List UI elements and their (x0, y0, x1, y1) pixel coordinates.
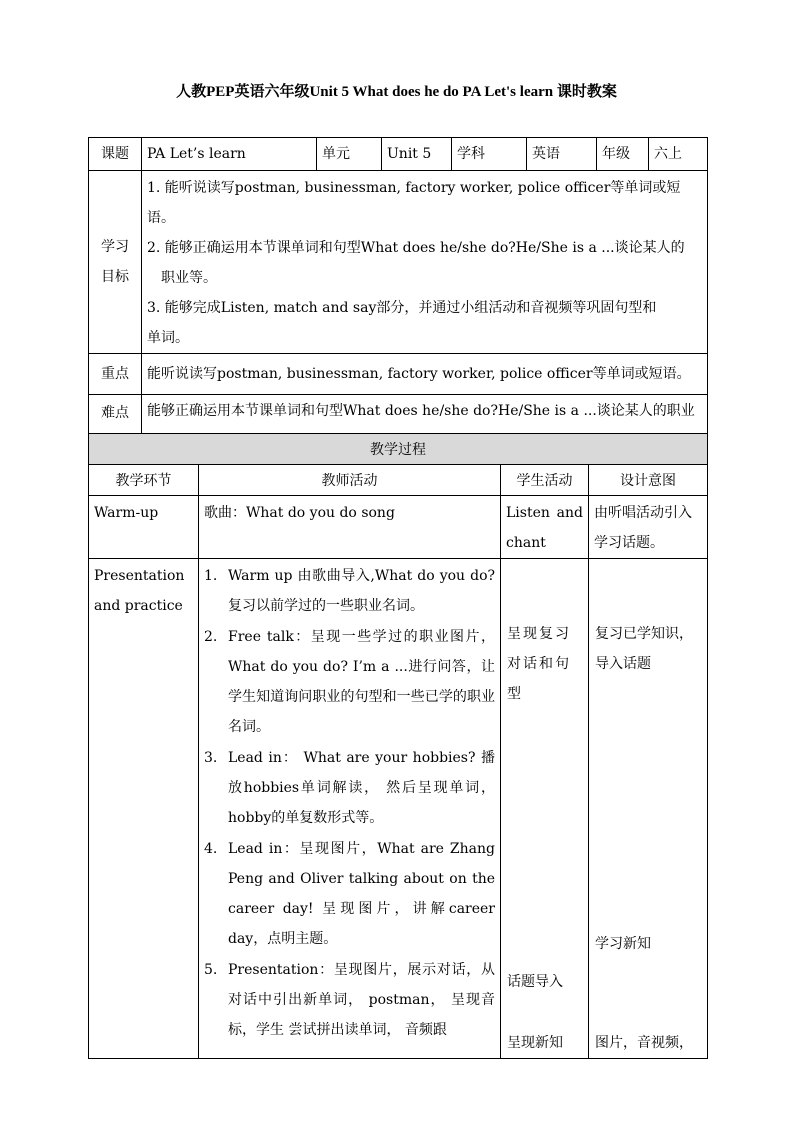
teaching-process-table (88, 433, 708, 1059)
activity-number: 5. (204, 962, 218, 978)
activity-text: Presentation：呈现图片，展示对话，从对话中引出新单词， postman， 呈现音标，学生 尝试拼出读单词， 音频跟 (228, 962, 495, 1038)
objective-2-cont: 职业等。 (161, 270, 217, 286)
objectives-label-line1: 学习 (101, 239, 129, 255)
presentation-stage (89, 559, 199, 1059)
subject-label: 学科 (452, 138, 527, 171)
activity-text: Free talk：呈现一些学过的职业图片，What do you do? I’m a ...进行问答，让学生知道询问职业的句型和一些已学的职业名词。 (228, 629, 495, 735)
objective-2: 2. 能够正确运用本节课单词和句型What does he/she do?He/She is a ...谈论某人的 (147, 240, 685, 256)
grade-label: 年级 (597, 138, 649, 171)
teacher-activity-3 (204, 743, 495, 833)
objective-3-cont: 单词。 (147, 330, 189, 346)
lesson-info-table (88, 137, 708, 458)
student-activity-2: 话题导入 (507, 974, 563, 990)
student-activity-3: 呈现新知 (507, 1035, 563, 1051)
activity-number: 2. (204, 629, 218, 645)
presentation-stage-line2: and practice (94, 598, 183, 614)
col-stage-header: 教学环节 (89, 465, 199, 496)
difficult-points-label: 难点 (89, 395, 142, 458)
presentation-teacher (199, 559, 501, 1059)
objectives-label-line2: 目标 (101, 269, 129, 285)
intent-3: 图片，音视频， (595, 1035, 693, 1051)
presentation-intent (589, 559, 708, 1059)
activity-text: Warm up 由歌曲导入,What do you do? 复习以前学过的一些职业名词。 (228, 568, 495, 614)
student-activity-1: 呈现复习对话和句型 (507, 626, 571, 702)
col-student-header: 学生活动 (501, 465, 589, 496)
presentation-student (501, 559, 589, 1059)
unit-value: Unit 5 (382, 138, 452, 171)
intent-1: 复习已学知识，导入话题 (595, 626, 693, 672)
warmup-intent: 由听唱活动引入学习话题。 (589, 496, 708, 559)
col-teacher-header: 教师活动 (199, 465, 501, 496)
teacher-activity-2 (204, 622, 495, 742)
teacher-activity-4 (204, 834, 495, 954)
teacher-activity-1 (204, 561, 495, 621)
objective-1: 1. 能听说读写postman, businessman, factory worker, police officer等单词或短语。 (147, 180, 681, 226)
key-points-text: 能听说读写postman, businessman, factory worker, police officer等单词或短语。 (142, 354, 708, 395)
objectives-label (89, 171, 142, 354)
objective-3: 3. 能够完成Listen, match and say部分，并通过小组活动和音视频等巩固句型和 (147, 300, 657, 316)
grade-value: 六上 (649, 138, 708, 171)
topic-value: PA Let’s learn (142, 138, 317, 171)
activity-number: 3. (204, 750, 218, 766)
document-title: 人教PEP英语六年级Unit 5 What does he do PA Let's learn 课时教案 (176, 84, 617, 100)
subject-value: 英语 (527, 138, 597, 171)
activity-number: 1. (204, 568, 218, 584)
key-points-label: 重点 (89, 354, 142, 395)
objectives-content (142, 171, 708, 354)
unit-label: 单元 (317, 138, 382, 171)
process-heading: 教学过程 (89, 434, 708, 465)
topic-label: 课题 (89, 138, 142, 171)
warmup-teacher: 歌曲：What do you do song (199, 496, 501, 559)
activity-number: 4. (204, 841, 218, 857)
teacher-activity-5 (204, 955, 495, 1045)
difficult-points-text: 能够正确运用本节课单词和句型What does he/she do?He/She is a ...谈论某人的职业 (142, 395, 708, 458)
presentation-stage-line1: Presentation (94, 568, 185, 584)
activity-text: Lead in：呈现图片，What are Zhang Peng and Oliver talking about on the career day! 呈现图片，讲解career day，点明主题。 (228, 841, 495, 947)
warmup-stage: Warm-up (89, 496, 199, 559)
col-intent-header: 设计意图 (589, 465, 708, 496)
activity-text: Lead in： What are your hobbies? 播放hobbies单词解读， 然后呈现单词，hobby的单复数形式等。 (228, 750, 495, 826)
warmup-student: Listen and chant (501, 496, 589, 559)
intent-2: 学习新知 (595, 936, 651, 952)
